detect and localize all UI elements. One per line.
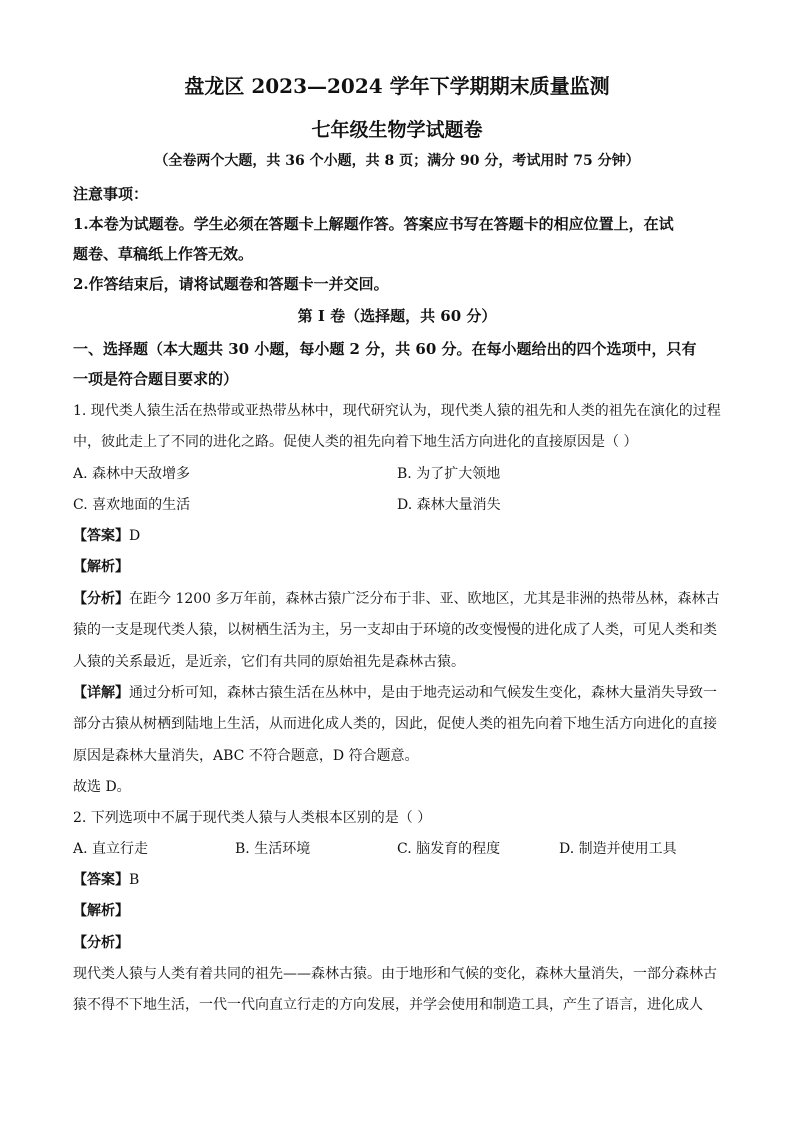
q1-xiangjie-line-2: 部分古猿从树栖到陆地上生活，从而进化成人类的，因此，促使人类的祖先向着下地生活方向进化的直接 [73,716,717,732]
exam-info: （全卷两个大题，共 36 个小题，共 8 页；满分 90 分，考试用时 75 分钟） [154,153,640,169]
q2-option-d: D. 制造并使用工具 [559,841,677,857]
q1-stem-line-1: 1. 现代类人猿生活在热带或亚热带丛林中，现代研究认为，现代类人猿的祖先和人类的祖先在演化的过程 [73,403,721,419]
q1-fenxi-line-1 [73,588,720,608]
q2-answer [73,869,139,889]
q2-answer-label: 【答案】 [73,872,129,888]
q1-fenxi-label: 【分析】 [73,591,129,607]
q1-answer-value: D [129,528,141,544]
q1-fenxi-text-1: 在距今 1200 多万年前，森林古猿广泛分布于非、亚、欧地区，尤其是非洲的热带丛林，森林古 [129,591,720,607]
q1-xiangjie-text-1: 通过分析可知，森林古猿生活在丛林中，是由于地壳运动和气候发生变化，森林大量消失导致一 [129,685,717,701]
q1-xiangjie-line-1 [73,682,717,702]
q2-fenxi-label: 【分析】 [73,935,129,951]
q1-xiangjie-label: 【详解】 [73,685,129,701]
q2-option-c: C. 脑发育的程度 [397,841,501,857]
q1-option-c: C. 喜欢地面的生活 [73,497,191,513]
q1-option-b: B. 为了扩大领地 [397,466,501,482]
q2-option-b: B. 生活环境 [235,841,311,857]
q1-conclusion: 故选 D。 [73,779,131,795]
q1-fenxi-line-2: 猿的一支是现代类人猿，以树栖生活为主，另一支却由于环境的改变慢慢的进化成了人类，可见人类和类 [73,622,717,638]
part-title: 第 I 卷（选择题，共 60 分） [297,307,497,325]
section-heading-line-1: 一、选择题（本大题共 30 小题，每小题 2 分，共 60 分。在每小题给出的四个选项中，只有 [73,340,697,358]
q1-xiangjie-line-3: 原因是森林大量消失，ABC 不符合题意，D 符合题意。 [73,748,419,764]
q1-option-a: A. 森林中天敌增多 [73,466,191,482]
q1-stem-line-2: 中，彼此走上了不同的进化之路。促使人类的祖先向着下地生活方向进化的直接原因是（ ） [73,434,638,450]
q1-jiexi-label: 【解析】 [73,559,129,575]
notice-heading: 注意事项： [73,185,149,203]
q1-answer-label: 【答案】 [73,528,129,544]
q2-option-a: A. 直立行走 [73,841,149,857]
q2-stem: 2. 下列选项中不属于现代类人猿与人类根本区别的是（ ） [73,810,432,826]
notice-item-1-line-1: 1.本卷为试题卷。学生必须在答题卡上解题作答。答案应书写在答题卡的相应位置上，在试 [73,215,674,233]
q2-jiexi-label: 【解析】 [73,903,129,919]
q1-option-d: D. 森林大量消失 [397,497,501,513]
exam-subtitle: 七年级生物学试题卷 [311,119,483,141]
q1-fenxi-line-3: 人猿的关系最近，是近亲，它们有共同的原始祖先是森林古猿。 [73,654,465,670]
section-heading-line-2: 一项是符合题目要求的） [73,370,239,388]
q2-answer-value: B [129,872,140,888]
notice-item-1-line-2: 题卷、草稿纸上作答无效。 [73,245,254,263]
q1-answer [73,525,140,545]
q2-body-line-1: 现代类人猿与人类有着共同的祖先——森林古猿。由于地形和气候的变化，森林大量消失，一部分森林古 [73,966,717,982]
exam-title: 盘龙区 2023—2024 学年下学期期末质量监测 [184,74,610,98]
notice-item-2: 2.作答结束后，请将试题卷和答题卡一并交回。 [73,275,389,293]
q2-body-line-2: 猿不得不下地生活，一代一代向直立行走的方向发展，并学会使用和制造工具，产生了语言，进化成人 [73,997,703,1013]
